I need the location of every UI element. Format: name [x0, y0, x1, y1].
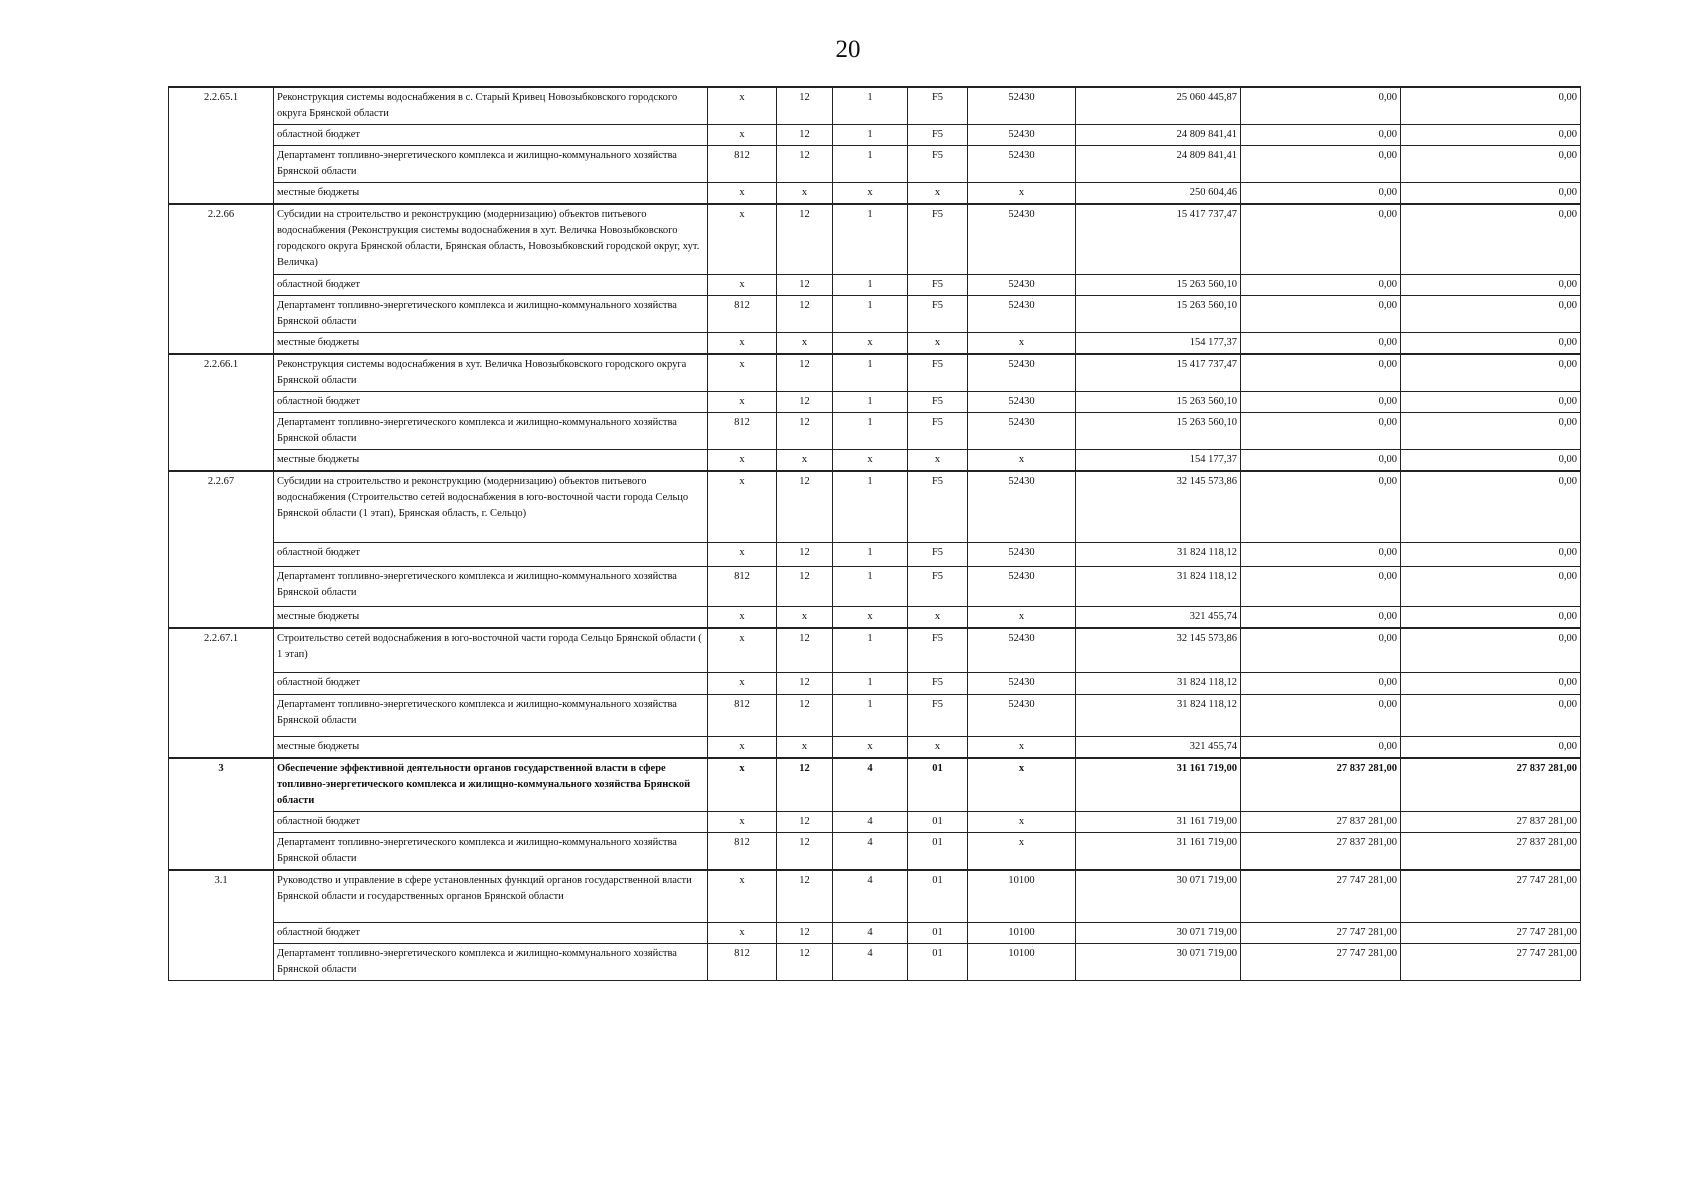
row-name: Строительство сетей водоснабжения в юго-восточной части города Сельцо Брянской области ( 1 этап) [274, 628, 708, 672]
cell-section: 12 [777, 87, 833, 125]
cell-grbs: х [708, 736, 777, 758]
cell-target-code: F5 [908, 125, 968, 146]
cell-target-code: F5 [908, 628, 968, 672]
cell-grbs: х [708, 332, 777, 354]
cell-grbs: х [708, 125, 777, 146]
table-row [169, 183, 1581, 205]
cell-expense-code: х [968, 811, 1076, 832]
cell-subsection: 1 [833, 567, 908, 607]
cell-amount-year1: 154 177,37 [1076, 332, 1241, 354]
cell-amount-year1: 15 263 560,10 [1076, 412, 1241, 449]
row-name: Реконструкция системы водоснабжения в хут. Величка Новозыбковского городского округа Брянской области [274, 354, 708, 392]
cell-target-code: х [908, 183, 968, 205]
table-row [169, 449, 1581, 471]
cell-subsection: 4 [833, 943, 908, 980]
cell-amount-year2: 27 747 281,00 [1241, 870, 1401, 922]
cell-expense-code: х [968, 736, 1076, 758]
table-row [169, 391, 1581, 412]
table-row [169, 274, 1581, 295]
row-name: Субсидии на строительство и реконструкцию (модернизацию) объектов питьевого водоснабжения (Строительство сетей водоснабжения в юго-восточной части города Сельцо Брянской области (1 этап), Брянская область, г. Сельцо) [274, 471, 708, 543]
cell-target-code: F5 [908, 391, 968, 412]
cell-grbs: х [708, 922, 777, 943]
cell-section: 12 [777, 354, 833, 392]
cell-grbs: х [708, 811, 777, 832]
row-name: областной бюджет [274, 811, 708, 832]
cell-target-code: 01 [908, 870, 968, 922]
cell-grbs: 812 [708, 943, 777, 980]
cell-amount-year3: 0,00 [1401, 274, 1581, 295]
cell-amount-year2: 0,00 [1241, 183, 1401, 205]
row-name: местные бюджеты [274, 607, 708, 629]
cell-subsection: 4 [833, 811, 908, 832]
cell-amount-year3: 0,00 [1401, 391, 1581, 412]
cell-subsection: 1 [833, 146, 908, 183]
cell-subsection: х [833, 332, 908, 354]
item-code: 2.2.67 [169, 471, 274, 629]
cell-expense-code: 52430 [968, 295, 1076, 332]
cell-subsection: х [833, 183, 908, 205]
cell-amount-year1: 32 145 573,86 [1076, 628, 1241, 672]
cell-expense-code: 52430 [968, 274, 1076, 295]
item-code: 2.2.66 [169, 204, 274, 354]
cell-expense-code: х [968, 607, 1076, 629]
cell-subsection: х [833, 449, 908, 471]
cell-amount-year1: 31 824 118,12 [1076, 694, 1241, 736]
cell-amount-year1: 30 071 719,00 [1076, 870, 1241, 922]
cell-target-code: F5 [908, 274, 968, 295]
cell-subsection: 1 [833, 87, 908, 125]
row-name: областной бюджет [274, 274, 708, 295]
cell-section: 12 [777, 274, 833, 295]
row-name: местные бюджеты [274, 736, 708, 758]
table-row [169, 758, 1581, 812]
cell-expense-code: х [968, 449, 1076, 471]
cell-section: 12 [777, 758, 833, 812]
cell-expense-code: 52430 [968, 204, 1076, 274]
cell-section: х [777, 607, 833, 629]
cell-section: 12 [777, 628, 833, 672]
table-row [169, 543, 1581, 567]
table-row [169, 736, 1581, 758]
cell-amount-year1: 15 263 560,10 [1076, 391, 1241, 412]
cell-subsection: 1 [833, 295, 908, 332]
row-name: областной бюджет [274, 672, 708, 694]
cell-subsection: 1 [833, 412, 908, 449]
table-row [169, 672, 1581, 694]
cell-amount-year3: 27 837 281,00 [1401, 811, 1581, 832]
cell-section: 12 [777, 146, 833, 183]
cell-amount-year1: 15 263 560,10 [1076, 274, 1241, 295]
cell-amount-year3: 0,00 [1401, 736, 1581, 758]
cell-amount-year1: 31 824 118,12 [1076, 672, 1241, 694]
cell-section: 12 [777, 295, 833, 332]
cell-amount-year1: 321 455,74 [1076, 736, 1241, 758]
cell-expense-code: 52430 [968, 87, 1076, 125]
cell-amount-year3: 0,00 [1401, 183, 1581, 205]
cell-amount-year1: 31 824 118,12 [1076, 567, 1241, 607]
cell-amount-year3: 0,00 [1401, 449, 1581, 471]
cell-amount-year3: 0,00 [1401, 567, 1581, 607]
row-name: Департамент топливно-энергетического комплекса и жилищно-коммунального хозяйства Брянской области [274, 567, 708, 607]
cell-amount-year2: 0,00 [1241, 672, 1401, 694]
cell-expense-code: 10100 [968, 943, 1076, 980]
row-name: Департамент топливно-энергетического комплекса и жилищно-коммунального хозяйства Брянской области [274, 412, 708, 449]
cell-section: 12 [777, 943, 833, 980]
item-code: 3 [169, 758, 274, 871]
cell-section: х [777, 736, 833, 758]
table-row [169, 628, 1581, 672]
cell-section: 12 [777, 567, 833, 607]
table-row [169, 943, 1581, 980]
cell-grbs: 812 [708, 412, 777, 449]
cell-amount-year1: 30 071 719,00 [1076, 922, 1241, 943]
cell-subsection: 1 [833, 543, 908, 567]
cell-expense-code: 52430 [968, 672, 1076, 694]
cell-section: 12 [777, 391, 833, 412]
cell-grbs: х [708, 758, 777, 812]
cell-amount-year2: 0,00 [1241, 471, 1401, 543]
cell-section: 12 [777, 870, 833, 922]
cell-expense-code: х [968, 183, 1076, 205]
cell-target-code: х [908, 332, 968, 354]
cell-expense-code: 52430 [968, 125, 1076, 146]
cell-amount-year2: 0,00 [1241, 391, 1401, 412]
cell-amount-year2: 27 837 281,00 [1241, 758, 1401, 812]
row-name: Департамент топливно-энергетического комплекса и жилищно-коммунального хозяйства Брянской области [274, 295, 708, 332]
cell-target-code: 01 [908, 922, 968, 943]
cell-amount-year3: 0,00 [1401, 471, 1581, 543]
cell-section: 12 [777, 694, 833, 736]
cell-section: 12 [777, 412, 833, 449]
cell-target-code: 01 [908, 811, 968, 832]
cell-subsection: 4 [833, 832, 908, 870]
cell-target-code: 01 [908, 943, 968, 980]
table-row [169, 295, 1581, 332]
cell-amount-year2: 0,00 [1241, 354, 1401, 392]
item-code: 2.2.65.1 [169, 87, 274, 204]
cell-grbs: 812 [708, 146, 777, 183]
table-row [169, 832, 1581, 870]
table-row [169, 694, 1581, 736]
cell-target-code: F5 [908, 87, 968, 125]
cell-expense-code: 52430 [968, 354, 1076, 392]
cell-grbs: х [708, 449, 777, 471]
cell-grbs: х [708, 274, 777, 295]
row-name: областной бюджет [274, 125, 708, 146]
cell-expense-code: 52430 [968, 694, 1076, 736]
cell-target-code: х [908, 736, 968, 758]
item-code: 2.2.66.1 [169, 354, 274, 471]
row-name: Субсидии на строительство и реконструкцию (модернизацию) объектов питьевого водоснабжения (Реконструкция системы водоснабжения в хут. Величка Новозыбковского городского округа Брянской области, Брянская область, Новозыбковский городской округ, хут. Величка) [274, 204, 708, 274]
cell-subsection: 1 [833, 391, 908, 412]
row-name: Обеспечение эффективной деятельности органов государственной власти в сфере топливно-энергетического комплекса и жилищно-коммунального хозяйства Брянской области [274, 758, 708, 812]
cell-amount-year1: 30 071 719,00 [1076, 943, 1241, 980]
item-code: 2.2.67.1 [169, 628, 274, 758]
table-row [169, 607, 1581, 629]
cell-grbs: х [708, 672, 777, 694]
row-name: местные бюджеты [274, 183, 708, 205]
cell-section: х [777, 332, 833, 354]
cell-amount-year2: 27 837 281,00 [1241, 832, 1401, 870]
table-row [169, 471, 1581, 543]
cell-amount-year3: 0,00 [1401, 87, 1581, 125]
cell-expense-code: 52430 [968, 543, 1076, 567]
cell-grbs: 812 [708, 295, 777, 332]
cell-amount-year2: 0,00 [1241, 607, 1401, 629]
cell-expense-code: 52430 [968, 412, 1076, 449]
cell-expense-code: 52430 [968, 567, 1076, 607]
cell-amount-year3: 0,00 [1401, 628, 1581, 672]
cell-section: 12 [777, 832, 833, 870]
cell-amount-year2: 0,00 [1241, 449, 1401, 471]
cell-amount-year1: 32 145 573,86 [1076, 471, 1241, 543]
cell-amount-year3: 0,00 [1401, 354, 1581, 392]
cell-target-code: F5 [908, 672, 968, 694]
cell-amount-year2: 0,00 [1241, 736, 1401, 758]
cell-target-code: F5 [908, 412, 968, 449]
cell-expense-code: 52430 [968, 146, 1076, 183]
cell-amount-year2: 0,00 [1241, 274, 1401, 295]
cell-subsection: 1 [833, 125, 908, 146]
cell-amount-year2: 27 747 281,00 [1241, 943, 1401, 980]
row-name: Департамент топливно-энергетического комплекса и жилищно-коммунального хозяйства Брянской области [274, 694, 708, 736]
cell-amount-year1: 31 824 118,12 [1076, 543, 1241, 567]
cell-grbs: х [708, 471, 777, 543]
row-name: Департамент топливно-энергетического комплекса и жилищно-коммунального хозяйства Брянской области [274, 943, 708, 980]
cell-amount-year1: 31 161 719,00 [1076, 758, 1241, 812]
cell-amount-year2: 0,00 [1241, 412, 1401, 449]
cell-section: 12 [777, 922, 833, 943]
table-row [169, 204, 1581, 274]
cell-amount-year2: 0,00 [1241, 87, 1401, 125]
cell-amount-year1: 321 455,74 [1076, 607, 1241, 629]
cell-target-code: F5 [908, 354, 968, 392]
cell-amount-year1: 15 417 737,47 [1076, 354, 1241, 392]
cell-section: 12 [777, 543, 833, 567]
cell-expense-code: 52430 [968, 391, 1076, 412]
cell-section: х [777, 183, 833, 205]
cell-target-code: F5 [908, 567, 968, 607]
cell-target-code: 01 [908, 758, 968, 812]
cell-subsection: 4 [833, 758, 908, 812]
page-number: 20 [835, 36, 861, 63]
cell-grbs: х [708, 391, 777, 412]
table-row [169, 412, 1581, 449]
cell-amount-year3: 0,00 [1401, 204, 1581, 274]
cell-target-code: х [908, 607, 968, 629]
cell-grbs: х [708, 183, 777, 205]
cell-amount-year3: 0,00 [1401, 146, 1581, 183]
cell-amount-year3: 0,00 [1401, 332, 1581, 354]
cell-subsection: 1 [833, 204, 908, 274]
cell-target-code: 01 [908, 832, 968, 870]
cell-grbs: х [708, 87, 777, 125]
cell-amount-year3: 27 747 281,00 [1401, 922, 1581, 943]
cell-grbs: х [708, 870, 777, 922]
row-name: областной бюджет [274, 922, 708, 943]
cell-amount-year2: 0,00 [1241, 204, 1401, 274]
cell-grbs: х [708, 607, 777, 629]
cell-subsection: х [833, 607, 908, 629]
table-row [169, 146, 1581, 183]
cell-amount-year3: 0,00 [1401, 694, 1581, 736]
cell-section: х [777, 449, 833, 471]
cell-section: 12 [777, 204, 833, 274]
table-row [169, 870, 1581, 922]
cell-subsection: 1 [833, 274, 908, 295]
cell-expense-code: 10100 [968, 922, 1076, 943]
cell-expense-code: 10100 [968, 870, 1076, 922]
cell-section: 12 [777, 125, 833, 146]
cell-target-code: F5 [908, 694, 968, 736]
cell-subsection: 1 [833, 628, 908, 672]
cell-target-code: F5 [908, 146, 968, 183]
cell-subsection: 1 [833, 471, 908, 543]
table-body [169, 87, 1581, 980]
cell-grbs: х [708, 543, 777, 567]
cell-amount-year3: 0,00 [1401, 412, 1581, 449]
cell-target-code: F5 [908, 204, 968, 274]
cell-subsection: 1 [833, 354, 908, 392]
cell-subsection: 4 [833, 922, 908, 943]
cell-amount-year2: 0,00 [1241, 295, 1401, 332]
cell-subsection: х [833, 736, 908, 758]
cell-expense-code: х [968, 832, 1076, 870]
cell-amount-year2: 0,00 [1241, 567, 1401, 607]
cell-amount-year2: 0,00 [1241, 146, 1401, 183]
table-row [169, 811, 1581, 832]
cell-expense-code: 52430 [968, 471, 1076, 543]
cell-amount-year2: 27 837 281,00 [1241, 811, 1401, 832]
cell-target-code: F5 [908, 471, 968, 543]
cell-amount-year3: 27 837 281,00 [1401, 758, 1581, 812]
cell-expense-code: х [968, 332, 1076, 354]
cell-amount-year1: 15 263 560,10 [1076, 295, 1241, 332]
cell-amount-year1: 31 161 719,00 [1076, 811, 1241, 832]
row-name: местные бюджеты [274, 332, 708, 354]
row-name: областной бюджет [274, 543, 708, 567]
cell-amount-year1: 15 417 737,47 [1076, 204, 1241, 274]
cell-amount-year3: 0,00 [1401, 125, 1581, 146]
cell-target-code: х [908, 449, 968, 471]
cell-subsection: 4 [833, 870, 908, 922]
row-name: Руководство и управление в сфере установленных функций органов государственной власти Брянской области и государственных органов Брянской области [274, 870, 708, 922]
cell-amount-year2: 0,00 [1241, 628, 1401, 672]
cell-section: 12 [777, 471, 833, 543]
cell-amount-year3: 0,00 [1401, 295, 1581, 332]
cell-amount-year1: 24 809 841,41 [1076, 125, 1241, 146]
table-row [169, 354, 1581, 392]
table-row [169, 125, 1581, 146]
cell-grbs: х [708, 628, 777, 672]
cell-amount-year3: 0,00 [1401, 607, 1581, 629]
table-row [169, 567, 1581, 607]
cell-amount-year1: 250 604,46 [1076, 183, 1241, 205]
cell-target-code: F5 [908, 295, 968, 332]
cell-amount-year3: 0,00 [1401, 543, 1581, 567]
cell-amount-year1: 31 161 719,00 [1076, 832, 1241, 870]
cell-subsection: 1 [833, 694, 908, 736]
cell-amount-year2: 0,00 [1241, 543, 1401, 567]
cell-grbs: 812 [708, 567, 777, 607]
table-row [169, 332, 1581, 354]
cell-grbs: 812 [708, 832, 777, 870]
cell-amount-year3: 0,00 [1401, 672, 1581, 694]
cell-section: 12 [777, 811, 833, 832]
cell-amount-year2: 27 747 281,00 [1241, 922, 1401, 943]
cell-amount-year3: 27 837 281,00 [1401, 832, 1581, 870]
cell-amount-year2: 0,00 [1241, 332, 1401, 354]
cell-section: 12 [777, 672, 833, 694]
cell-amount-year1: 24 809 841,41 [1076, 146, 1241, 183]
cell-amount-year1: 154 177,37 [1076, 449, 1241, 471]
cell-grbs: 812 [708, 694, 777, 736]
cell-subsection: 1 [833, 672, 908, 694]
cell-target-code: F5 [908, 543, 968, 567]
cell-amount-year1: 25 060 445,87 [1076, 87, 1241, 125]
cell-expense-code: х [968, 758, 1076, 812]
row-name: Департамент топливно-энергетического комплекса и жилищно-коммунального хозяйства Брянской области [274, 832, 708, 870]
row-name: Департамент топливно-энергетического комплекса и жилищно-коммунального хозяйства Брянской области [274, 146, 708, 183]
cell-expense-code: 52430 [968, 628, 1076, 672]
budget-table [168, 86, 1581, 981]
cell-amount-year2: 0,00 [1241, 125, 1401, 146]
row-name: Реконструкция системы водоснабжения в с. Старый Кривец Новозыбковского городского округа Брянской области [274, 87, 708, 125]
table-row [169, 87, 1581, 125]
row-name: местные бюджеты [274, 449, 708, 471]
row-name: областной бюджет [274, 391, 708, 412]
cell-amount-year3: 27 747 281,00 [1401, 870, 1581, 922]
cell-amount-year2: 0,00 [1241, 694, 1401, 736]
table-row [169, 922, 1581, 943]
cell-grbs: х [708, 204, 777, 274]
item-code: 3.1 [169, 870, 274, 980]
cell-grbs: х [708, 354, 777, 392]
cell-amount-year3: 27 747 281,00 [1401, 943, 1581, 980]
